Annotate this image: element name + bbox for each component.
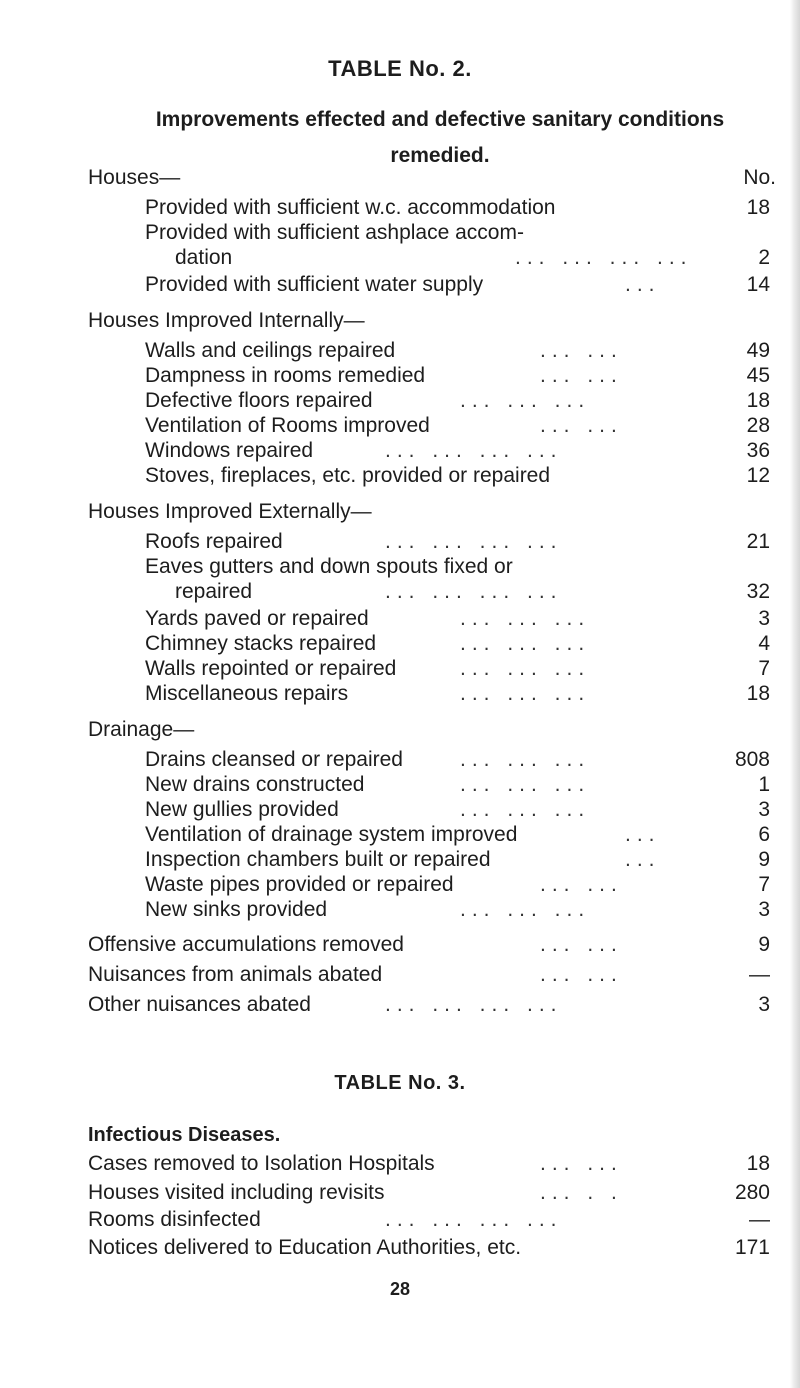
table-row [145, 773, 770, 801]
row-leader: ... ... ... ... [385, 1208, 563, 1231]
table-row [145, 196, 770, 224]
row-value: 49 [746, 339, 770, 362]
row-value: 21 [746, 530, 770, 553]
row-label: New gullies provided [145, 798, 339, 821]
row-label: Cases removed to Isolation Hospitals [88, 1152, 435, 1175]
table-row [145, 221, 770, 269]
row-label: Defective floors repaired [145, 389, 373, 412]
row-value: — [749, 1208, 770, 1231]
row-value: 36 [746, 439, 770, 462]
table-row [145, 657, 770, 685]
row-value: 4 [758, 632, 770, 655]
row-value: 280 [734, 1181, 770, 1204]
row-label: Eaves gutters and down spouts fixed or [145, 555, 513, 578]
row-leader: ... ... ... [460, 898, 591, 921]
row-label: New drains constructed [145, 773, 365, 796]
table-row [145, 364, 770, 392]
row-leader: ... ... [540, 1152, 623, 1175]
row-label: Chimney stacks repaired [145, 632, 377, 655]
row-value: 18 [746, 389, 770, 412]
table-row [145, 632, 770, 660]
table-row [145, 798, 770, 826]
row-value: 28 [746, 414, 770, 437]
row-leader: ... ... [540, 414, 623, 437]
table-row [145, 748, 770, 776]
row-label: Nuisances from animals abated [88, 963, 383, 986]
table-row [145, 823, 770, 851]
table-row [145, 273, 770, 301]
row-value: 18 [746, 1152, 770, 1175]
row-value: 3 [758, 993, 770, 1016]
page-number: 28 [389, 1279, 411, 1299]
table-row [145, 464, 770, 492]
row-leader: ... ... ... ... [385, 530, 563, 553]
row-leader: ... ... [540, 339, 623, 362]
table-row [145, 898, 770, 926]
row-label: Walls repointed or repaired [145, 657, 397, 680]
row-leader: ... ... ... [460, 607, 591, 630]
row-label: Waste pipes provided or repaired [145, 873, 454, 896]
row-leader: ... ... [540, 963, 623, 986]
row-value: 3 [758, 898, 770, 921]
page-edge-shadow [790, 0, 800, 1388]
row-label: Drains cleansed or repaired [145, 748, 403, 771]
row-label: Notices delivered to Education Authorities, etc. [88, 1236, 522, 1259]
row-leader: ... ... ... [460, 657, 591, 680]
row-value: 45 [746, 364, 770, 387]
row-label: Provided with sufficient w.c. accommodation [145, 196, 556, 219]
table-2-title: TABLE No. 2. [328, 56, 472, 81]
row-leader: ... ... ... [460, 798, 591, 821]
row-leader: ... ... [540, 933, 623, 956]
row-leader: ... ... ... [460, 748, 591, 771]
row-label: Inspection chambers built or repaired [145, 848, 491, 871]
row-value: 6 [758, 823, 770, 846]
section-heading-externally: Houses Improved Externally— [88, 500, 372, 523]
row-value: 7 [758, 657, 770, 680]
row-label: Dampness in rooms remedied [145, 364, 426, 387]
row-label: Walls and ceilings repaired [145, 339, 396, 362]
row-label: New sinks provided [145, 898, 328, 921]
row-leader: ... [625, 273, 661, 296]
row-leader: ... ... ... [460, 632, 591, 655]
table-row [88, 1152, 770, 1180]
row-leader: ... ... [540, 364, 623, 387]
row-label: Offensive accumulations removed [88, 933, 404, 956]
table-row [145, 555, 770, 603]
row-label: Provided with sufficient ashplace accom- [145, 221, 524, 244]
table-row [88, 963, 770, 991]
row-leader: ... ... ... [460, 773, 591, 796]
section-heading-houses: Houses— [88, 166, 181, 189]
row-leader: ... ... ... ... [385, 993, 563, 1016]
row-label: Windows repaired [145, 439, 314, 462]
row-label-continued: dation [175, 246, 233, 269]
row-leader: ... ... [540, 873, 623, 896]
table-row [145, 339, 770, 367]
row-value: 18 [746, 196, 770, 219]
table-row [145, 607, 770, 635]
table-row [88, 1208, 770, 1236]
row-leader: ... . . [540, 1181, 623, 1204]
table-row [145, 848, 770, 876]
table-row [145, 439, 770, 467]
row-leader: ... ... ... [460, 682, 591, 705]
row-value: 14 [746, 273, 770, 296]
row-value: 7 [758, 873, 770, 896]
row-label: Houses visited including revisits [88, 1181, 385, 1204]
table-row [145, 873, 770, 901]
table-3-title: TABLE No. 3. [334, 1072, 466, 1094]
row-value: 171 [734, 1236, 770, 1259]
row-value: 1 [758, 773, 770, 796]
table-row [145, 682, 770, 710]
table-row [88, 993, 770, 1021]
row-label: Stoves, fireplaces, etc. provided or repaired [145, 464, 551, 487]
row-value: 808 [734, 748, 770, 771]
no-column-header: No. [743, 166, 776, 189]
row-label: Other nuisances abated [88, 993, 311, 1016]
section-heading-internally: Houses Improved Internally— [88, 309, 365, 332]
row-leader: ... ... ... ... [385, 580, 563, 603]
table-2-subtitle: Improvements effected and defective sanitary conditions remedied. [155, 108, 725, 167]
row-leader: ... ... ... ... [515, 246, 693, 269]
row-label: Yards paved or repaired [145, 607, 369, 630]
row-label: Roofs repaired [145, 530, 283, 553]
row-value: 3 [758, 607, 770, 630]
row-label: Provided with sufficient water supply [145, 273, 484, 296]
row-value: 12 [746, 464, 770, 487]
row-leader: ... [625, 823, 661, 846]
row-leader: ... [625, 848, 661, 871]
row-leader: ... ... ... ... [385, 439, 563, 462]
section-heading-drainage: Drainage— [88, 718, 195, 741]
row-label: Miscellaneous repairs [145, 682, 349, 705]
row-label: Rooms disinfected [88, 1208, 261, 1231]
table-3-subtitle: Infectious Diseases. [88, 1124, 281, 1146]
row-label-continued: repaired [175, 580, 253, 603]
row-label: Ventilation of Rooms improved [145, 414, 430, 437]
table-row [88, 933, 770, 961]
row-value: 3 [758, 798, 770, 821]
row-value: — [749, 963, 770, 986]
table-row [88, 1181, 770, 1209]
row-leader: ... ... ... [460, 389, 591, 412]
table-row [145, 530, 770, 558]
table-row [145, 414, 770, 442]
row-value: 2 [758, 246, 770, 269]
row-value: 9 [758, 933, 770, 956]
row-value: 9 [758, 848, 770, 871]
row-value: 18 [746, 682, 770, 705]
table-row [145, 389, 770, 417]
table-row [88, 1236, 770, 1264]
row-value: 32 [746, 580, 770, 603]
row-label: Ventilation of drainage system improved [145, 823, 518, 846]
